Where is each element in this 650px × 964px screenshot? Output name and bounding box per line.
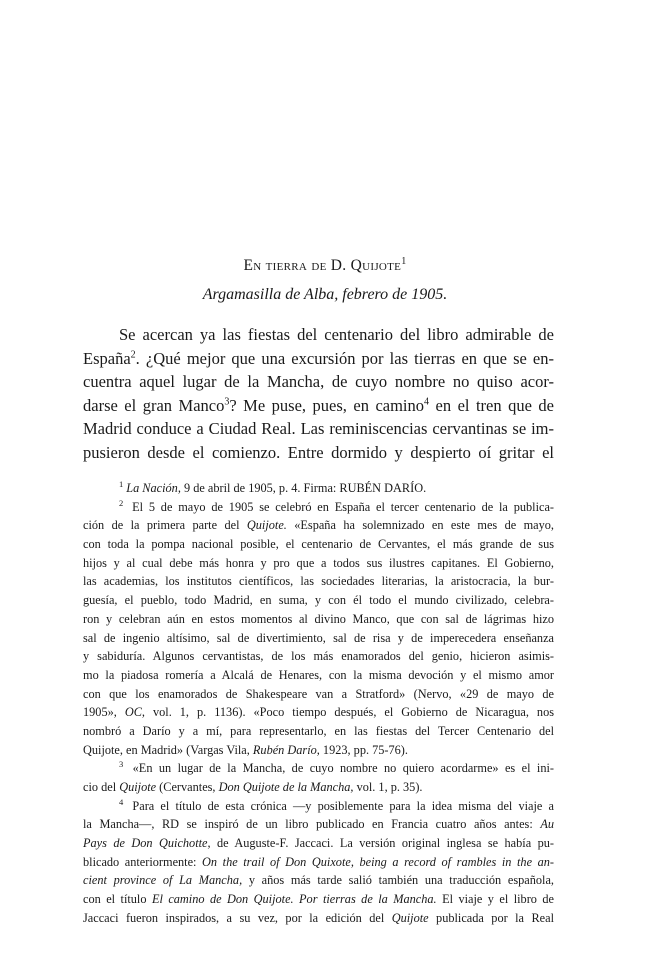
chapter-title-text: En tierra de D. Quijote <box>243 257 402 275</box>
footnote-line: y sabiduría. Algunos cervantistas, de los más enamorados del genio, hicieron asimis- <box>83 649 554 664</box>
footnote-line: mo la piadosa romería a Alcalá de Henares, con la misma devoción y el mismo amor <box>83 667 554 682</box>
footnote-line: Pays de Don Quichotte, de Auguste-F. Jaccaci. La versión original inglesa se había pu- <box>83 836 554 851</box>
footnote-line: la Mancha—, RD se inspiró de un libro publicado en Francia cuatro años antes: Au <box>83 817 554 832</box>
body-paragraph <box>83 323 554 464</box>
body-line: Madrid conduce a Ciudad Real. Las reminiscencias cervantinas se im- <box>83 419 554 438</box>
footnote-line: Quijote, en Madrid» (Vargas Vila, Rubén Darío, 1923, pp. 75-76). <box>83 742 408 757</box>
footnote-line: hijos y al cual debe más honra y pro que a todos sus ilustres capitanes. El Gobierno, <box>83 555 554 570</box>
footnote-line: con toda la pompa nacional posible, el centenario de Cervantes, el más grande de sus <box>83 537 554 552</box>
footnote-2: $^2$ El 5 de mayo de 1905 se celebró en España el tercer centenario de la publica- <box>119 497 554 514</box>
body-line: darse el gran Manco$^3$? Me puse, pues, en camino$^4$ en el tren que de <box>83 395 555 415</box>
footnote-line: ron y celebran aún en estos momentos al divino Manco, que con sal de lágrimas hizo <box>83 611 554 626</box>
body-line: pusieron desde el comienzo. Entre dormido y despierto oí gritar el <box>83 442 554 462</box>
footnote-line: con que los enamorados de Shakespeare van a Stratford» (Nervo, «29 de mayo de <box>83 686 554 701</box>
footnote-ref-1: 1 <box>401 256 407 267</box>
chapter-subtitle: Argamasilla de Alba, febrero de 1905. <box>202 286 448 303</box>
footnote-1: $^1$ La Nación, 9 de abril de 1905, p. 4. Firma: RUBÉN DARÍO. <box>119 478 427 495</box>
footnote-4: $^4$ Para el título de esta crónica —y posiblemente para la idea misma del viaje a <box>119 796 554 813</box>
footnote-line: Jaccaci fueron inspirados, a su vez, por la edición del Quijote publicada por la Real <box>83 910 555 925</box>
footnote-ref-4: 4 <box>424 396 430 407</box>
chapter-title <box>0 256 650 275</box>
footnote-ref-3: 3 <box>224 396 230 407</box>
footnote-line: cient province of La Mancha, y años más tarde salió también una traducción española, <box>83 873 554 888</box>
footnote-line: ción de la primera parte del Quijote. «España ha solemnizado en este mes de mayo, <box>83 518 554 533</box>
footnotes <box>83 479 554 928</box>
footnote-line: sal de ingenio altísimo, sal de divertimiento, sal de risa y de imperecedera enseñanza <box>83 630 554 645</box>
footnote-ref-2: 2 <box>130 349 136 360</box>
footnote-line: blicado anteriormente: On the trail of Don Quixote, being a record of rambles in the an- <box>83 854 554 869</box>
footnote-3: $^3$ «En un lugar de la Mancha, de cuyo nombre no quiero acordarme» es el ini- <box>119 759 554 776</box>
body-line: cuentra aquel lugar de la Mancha, de cuyo nombre no quiso acor- <box>83 372 554 391</box>
body-line: Se acercan ya las fiestas del centenario del libro admirable de <box>119 325 554 344</box>
footnote-line: con el título El camino de Don Quijote. Por tierras de la Mancha. El viaje y el libro de <box>83 892 554 907</box>
footnote-line: 1905», OC, vol. 1, p. 1136). «Poco tiempo después, el Gobierno de Nicaragua, nos <box>83 705 555 720</box>
footnote-line: cio del Quijote (Cervantes, Don Quijote de la Mancha, vol. 1, p. 35). <box>83 780 423 794</box>
footnote-line: nombró a Darío y a mí, para representarlo, en las fiestas del Tercer Centenario del <box>83 723 554 738</box>
footnote-line: guesía, el pueblo, todo Madrid, en suma, y con él todo el mundo civilizado, celebra- <box>83 593 554 608</box>
footnote-line: las academias, los institutos científicos, las sociedades literarias, la aristocracia, la bur- <box>83 574 554 589</box>
body-line: España$^2$. ¿Qué mejor que una excursión por las tierras en que se en- <box>83 348 554 368</box>
